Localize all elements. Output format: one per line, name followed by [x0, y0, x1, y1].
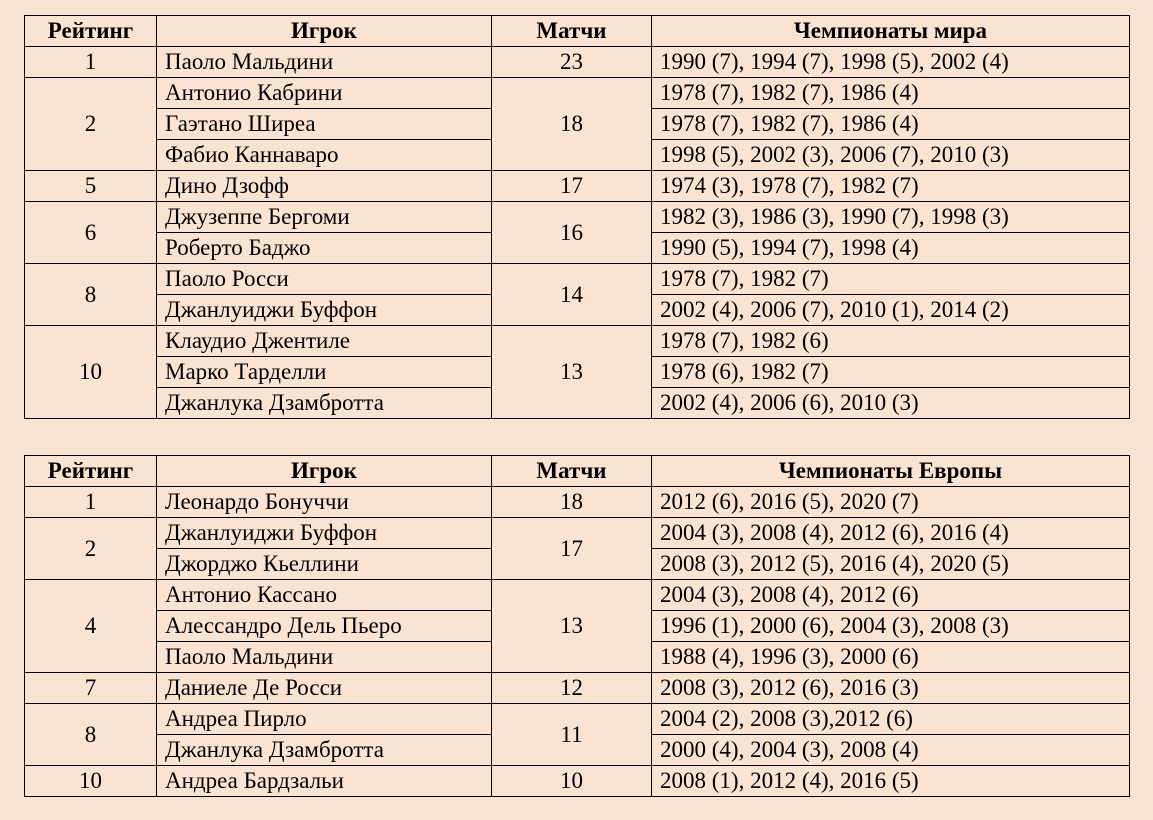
tournaments-cell: 2008 (3), 2012 (6), 2016 (3) — [652, 673, 1130, 704]
rank-cell: 5 — [25, 171, 157, 202]
matches-cell: 17 — [492, 518, 652, 580]
matches-cell: 17 — [492, 171, 652, 202]
tournaments-cell: 1996 (1), 2000 (6), 2004 (3), 2008 (3) — [652, 611, 1130, 642]
table-row — [25, 326, 1130, 357]
player-cell: Паоло Росси — [157, 264, 492, 295]
matches-cell: 16 — [492, 202, 652, 264]
rank-cell: 4 — [25, 580, 157, 673]
table-row — [25, 202, 1130, 233]
player-cell: Роберто Баджо — [157, 233, 492, 264]
tournaments-cell: 2000 (4), 2004 (3), 2008 (4) — [652, 735, 1130, 766]
player-cell: Клаудио Джентиле — [157, 326, 492, 357]
player-cell: Фабио Каннаваро — [157, 140, 492, 171]
header-player: Игрок — [157, 456, 492, 487]
world-cup-table — [24, 15, 1130, 419]
player-cell: Марко Тарделли — [157, 357, 492, 388]
matches-cell: 12 — [492, 673, 652, 704]
tournaments-cell: 2002 (4), 2006 (7), 2010 (1), 2014 (2) — [652, 295, 1130, 326]
player-cell: Дино Дзофф — [157, 171, 492, 202]
table-row — [25, 264, 1130, 295]
matches-cell: 11 — [492, 704, 652, 766]
tournaments-cell: 1988 (4), 1996 (3), 2000 (6) — [652, 642, 1130, 673]
rank-cell: 8 — [25, 704, 157, 766]
tournaments-cell: 2012 (6), 2016 (5), 2020 (7) — [652, 487, 1130, 518]
rank-cell: 10 — [25, 766, 157, 797]
table-row — [25, 171, 1130, 202]
tournaments-cell: 2004 (2), 2008 (3),2012 (6) — [652, 704, 1130, 735]
player-cell: Джорджо Кьеллини — [157, 549, 492, 580]
header-rank: Рейтинг — [25, 16, 157, 47]
matches-cell: 14 — [492, 264, 652, 326]
tournaments-cell: 1974 (3), 1978 (7), 1982 (7) — [652, 171, 1130, 202]
rank-cell: 7 — [25, 673, 157, 704]
tournaments-cell: 1978 (7), 1982 (6) — [652, 326, 1130, 357]
tournaments-cell: 1978 (7), 1982 (7), 1986 (4) — [652, 78, 1130, 109]
tournaments-cell: 1978 (7), 1982 (7), 1986 (4) — [652, 109, 1130, 140]
tournaments-cell: 1978 (7), 1982 (7) — [652, 264, 1130, 295]
matches-cell: 23 — [492, 47, 652, 78]
table-row — [25, 518, 1130, 549]
rank-cell: 2 — [25, 518, 157, 580]
table-row — [25, 580, 1130, 611]
matches-cell: 10 — [492, 766, 652, 797]
player-cell: Леонардо Бонуччи — [157, 487, 492, 518]
table-row — [25, 47, 1130, 78]
tournaments-cell: 1998 (5), 2002 (3), 2006 (7), 2010 (3) — [652, 140, 1130, 171]
table-row — [25, 704, 1130, 735]
table-row — [25, 78, 1130, 109]
rank-cell: 6 — [25, 202, 157, 264]
tournaments-cell: 1990 (7), 1994 (7), 1998 (5), 2002 (4) — [652, 47, 1130, 78]
rank-cell: 8 — [25, 264, 157, 326]
tournaments-cell: 2004 (3), 2008 (4), 2012 (6) — [652, 580, 1130, 611]
player-cell: Джанлука Дзамбротта — [157, 388, 492, 419]
header-matches: Матчи — [492, 456, 652, 487]
player-cell: Паоло Мальдини — [157, 642, 492, 673]
matches-cell: 13 — [492, 580, 652, 673]
player-cell: Андреа Бардзальи — [157, 766, 492, 797]
header-row — [25, 456, 1130, 487]
header-row — [25, 16, 1130, 47]
player-cell: Джанлуиджи Буффон — [157, 518, 492, 549]
tournaments-cell: 1982 (3), 1986 (3), 1990 (7), 1998 (3) — [652, 202, 1130, 233]
tournaments-cell: 1990 (5), 1994 (7), 1998 (4) — [652, 233, 1130, 264]
header-rank: Рейтинг — [25, 456, 157, 487]
player-cell: Паоло Мальдини — [157, 47, 492, 78]
matches-cell: 13 — [492, 326, 652, 419]
player-cell: Гаэтано Ширеа — [157, 109, 492, 140]
rank-cell: 1 — [25, 47, 157, 78]
player-cell: Джанлука Дзамбротта — [157, 735, 492, 766]
tournaments-cell: 2008 (3), 2012 (5), 2016 (4), 2020 (5) — [652, 549, 1130, 580]
header-tournaments: Чемпионаты мира — [652, 16, 1130, 47]
tournaments-cell: 2004 (3), 2008 (4), 2012 (6), 2016 (4) — [652, 518, 1130, 549]
matches-cell: 18 — [492, 78, 652, 171]
player-cell: Антонио Кабрини — [157, 78, 492, 109]
player-cell: Джузеппе Бергоми — [157, 202, 492, 233]
tournaments-cell: 1978 (6), 1982 (7) — [652, 357, 1130, 388]
table-row — [25, 766, 1130, 797]
table-row — [25, 487, 1130, 518]
tournaments-cell: 2008 (1), 2012 (4), 2016 (5) — [652, 766, 1130, 797]
header-matches: Матчи — [492, 16, 652, 47]
player-cell: Алессандро Дель Пьеро — [157, 611, 492, 642]
tournaments-cell: 2002 (4), 2006 (6), 2010 (3) — [652, 388, 1130, 419]
player-cell: Андреа Пирло — [157, 704, 492, 735]
rank-cell: 1 — [25, 487, 157, 518]
header-player: Игрок — [157, 16, 492, 47]
matches-cell: 18 — [492, 487, 652, 518]
rank-cell: 2 — [25, 78, 157, 171]
table-row — [25, 673, 1130, 704]
player-cell: Антонио Кассано — [157, 580, 492, 611]
rank-cell: 10 — [25, 326, 157, 419]
player-cell: Джанлуиджи Буффон — [157, 295, 492, 326]
header-tournaments: Чемпионаты Европы — [652, 456, 1130, 487]
euro-table — [24, 455, 1130, 797]
player-cell: Даниеле Де Росси — [157, 673, 492, 704]
